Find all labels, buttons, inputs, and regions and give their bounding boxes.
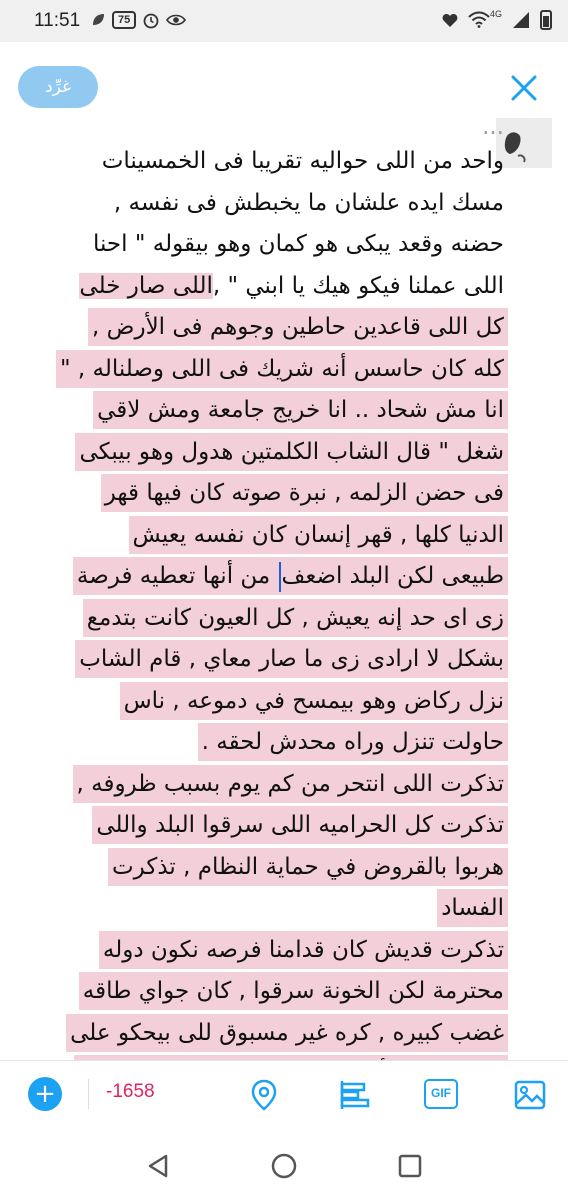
tweet-text-editor[interactable] <box>0 114 568 1056</box>
toolbar-divider <box>88 1079 89 1109</box>
text-line: طبيعى لكن البلد اضعف من أنها تعطيه فرصة <box>73 557 508 595</box>
text-line: تذكرت اللى انتحر من كم يوم بسبب ظروفه , <box>73 765 509 803</box>
network-type-label: 4G <box>489 9 502 19</box>
eye-icon <box>166 13 186 27</box>
text-line: زى اى حد إنه يعيش , كل العيون كانت بتدمع <box>83 599 508 637</box>
text-line: تذكرت كل الحراميه اللى سرقوا البلد واللى <box>92 806 508 844</box>
signal-icon <box>512 11 530 29</box>
heart-icon <box>442 13 458 28</box>
gif-icon[interactable]: GIF <box>424 1079 458 1109</box>
status-time: 11:51 <box>34 10 81 31</box>
text-line: محترمة لكن الخونة سرقوا , كان جواي طاقه <box>79 972 508 1010</box>
text-line: حاولت تنزل وراه محدش لحقه . <box>198 723 508 761</box>
text-line: شغل " قال الشاب الكلمتين هدول وهو بيبكى <box>75 433 508 471</box>
text-line: هربوا بالقروض في حماية النظام , تذكرت <box>108 848 508 886</box>
location-icon[interactable] <box>244 1075 284 1115</box>
character-counter: -1658 <box>106 1081 155 1102</box>
highlighted-text: اللى صار خلى <box>79 272 213 299</box>
text-line: غضب كبيره , كره غير مسبوق للى بيحكو على <box>66 1014 508 1052</box>
plain-text: اللى عملنا فيكو هيك يا ابني " , <box>212 272 504 299</box>
text-line: الدنيا كلها , قهر إنسان كان نفسه يعيش <box>129 516 508 554</box>
text-line: فى حضن الزلمه , نبرة صوته كان فيها قهر <box>101 474 508 512</box>
poll-icon[interactable] <box>334 1075 374 1115</box>
text-line: حضنه وقعد يبكى هو كمان وهو بيقوله " احنا <box>92 231 504 257</box>
text-line: مسك ايده علشان ما يخبطش فى نفسه , <box>113 189 504 216</box>
battery-saver-badge: 75 <box>112 11 136 29</box>
wifi-icon <box>468 12 490 28</box>
text-line: نزل ركاض وهو بيمسح في دموعه , ناس <box>120 682 508 720</box>
close-icon[interactable] <box>508 72 540 104</box>
status-right-icons <box>442 10 552 30</box>
home-icon[interactable] <box>266 1148 302 1184</box>
text-line <box>75 267 508 305</box>
status-left-icons <box>90 11 186 29</box>
battery-icon <box>540 10 552 30</box>
add-thread-button[interactable] <box>28 1077 62 1111</box>
status-bar <box>0 0 568 42</box>
recents-icon[interactable] <box>392 1148 428 1184</box>
composer-toolbar <box>0 1060 568 1129</box>
tweet-button[interactable]: غرِّد <box>18 66 98 108</box>
text-line: كل اللى قاعدين حاطين وجوهم فى الأرض , <box>88 308 508 346</box>
text-line: واحد من اللى حواليه تقريبا فى الخمسينات <box>101 148 504 174</box>
plus-icon: + <box>34 1079 56 1109</box>
text-line: تذكرت قديش كان قدامنا فرصه نكون دوله <box>99 931 508 969</box>
text-cursor <box>279 562 281 592</box>
text-line: بشكل لا ارادى زى ما صار معاي , قام الشاب <box>75 640 508 678</box>
text-line: الفساد <box>437 889 508 927</box>
system-navigation-bar <box>0 1128 568 1200</box>
image-icon[interactable] <box>510 1075 550 1115</box>
text-line: كله كان حاسس أنه شريك فى اللى وصلناله , " <box>56 350 508 388</box>
alarm-icon <box>142 11 160 29</box>
leaf-icon <box>90 12 106 28</box>
back-icon[interactable] <box>140 1148 176 1184</box>
text-line: انا مش شحاد .. انا خريج جامعة ومش لاقي <box>93 391 508 429</box>
partial-top-line: ... <box>482 114 504 140</box>
